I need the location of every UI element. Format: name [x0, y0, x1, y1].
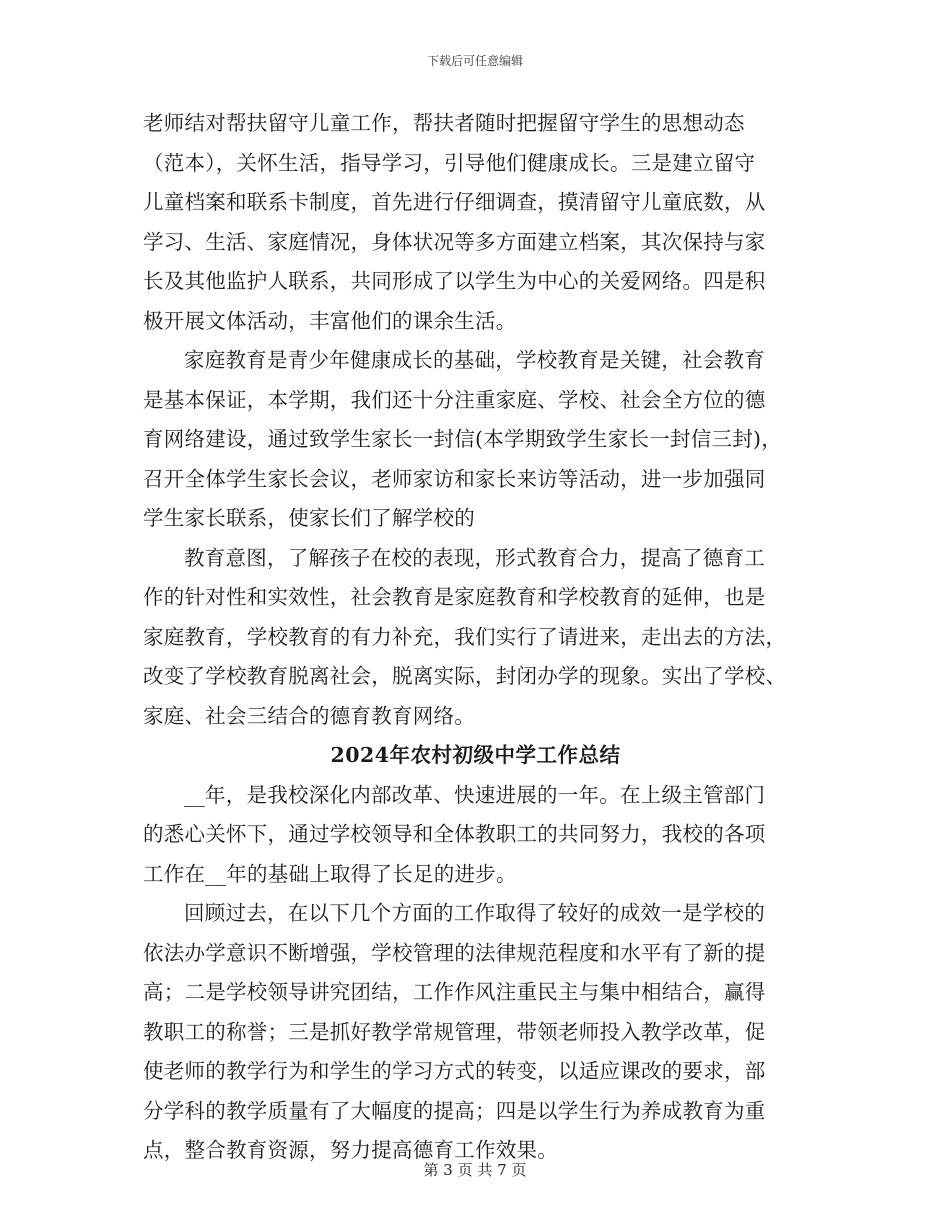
text-line: 家庭教育，学校教育的有力补充，我们实行了请进来，走出去的方法，	[143, 624, 787, 649]
text-line: 使老师的教学行为和学生的学习方式的转变，以适应课改的要求，部	[143, 1059, 766, 1083]
section-title: 2024年农村初级中学工作总结	[330, 743, 621, 767]
text-line: 召开全体学生家长会议，老师家访和家长来访等活动，进一步加强同	[143, 466, 766, 491]
text-line: 长及其他监护人联系，共同形成了以学生为中心的关爱网络。四是积	[143, 269, 766, 293]
text-line: 学生家长联系，使家长们了解学校的	[143, 506, 475, 530]
text-line: 改变了学校教育脱离社会，脱离实际，封闭办学的现象。实出了学校、	[143, 664, 787, 688]
text-line: 老师结对帮扶留守儿童工作，帮扶者随时把握留守学生的思想动态	[143, 111, 745, 135]
text-line: 育网络建设，通过致学生家长一封信(本学期致学生家长一封信三封)，	[143, 427, 782, 451]
text-line: 作的针对性和实效性，社会教育是家庭教育和学校教育的延伸，也是	[143, 585, 766, 609]
paragraph-first-line: 回顾过去，在以下几个方面的工作取得了较好的成效一是学校的	[184, 901, 765, 925]
text-line: 的悉心关怀下，通过学校领导和全体教职工的共同努力，我校的各项	[143, 822, 766, 846]
text-line: 高；二是学校领导讲究团结，工作作风注重民主与集中相结合，赢得	[143, 980, 766, 1004]
page-header: 下载后可任意编辑	[426, 54, 523, 68]
paragraph-first-line: __年，是我校深化内部改革、快速进展的一年。在上级主管部门	[184, 782, 766, 807]
text-line: （范本），关怀生活，指导学习，引导他们健康成长。三是建立留守	[143, 150, 756, 175]
text-line: 家庭、社会三结合的德育教育网络。	[143, 703, 475, 728]
paragraph-first-line: 教育意图，了解孩子在校的表现，形式教育合力，提高了德育工	[184, 545, 765, 570]
text-line: 学习、生活、家庭情况，身体状况等多方面建立档案，其次保持与家	[143, 229, 766, 254]
page-number: 第 3 页 共 7 页	[423, 1161, 527, 1179]
text-line: 点，整合教育资源，努力提高德育工作效果。	[143, 1138, 558, 1162]
paragraph-first-line: 家庭教育是青少年健康成长的基础，学校教育是关键，社会教育	[184, 348, 765, 372]
text-line: 是基本保证，本学期，我们还十分注重家庭、学校、社会全方位的德	[143, 387, 766, 412]
text-line: 教职工的称誉；三是抓好教学常规管理，带领老师投入教学改革，促	[143, 1019, 766, 1044]
text-line: 极开展文体活动，丰富他们的课余生活。	[143, 308, 517, 333]
document-body	[143, 104, 808, 1171]
text-line: 儿童档案和联系卡制度，首先进行仔细调查，摸清留守儿童底数，从	[143, 190, 766, 214]
text-line: 依法办学意识不断增强，学校管理的法律规范程度和水平有了新的提	[143, 940, 766, 965]
text-line: 工作在__年的基础上取得了长足的进步。	[143, 861, 517, 886]
text-line: 分学科的教学质量有了大幅度的提高；四是以学生行为养成教育为重	[143, 1098, 766, 1123]
